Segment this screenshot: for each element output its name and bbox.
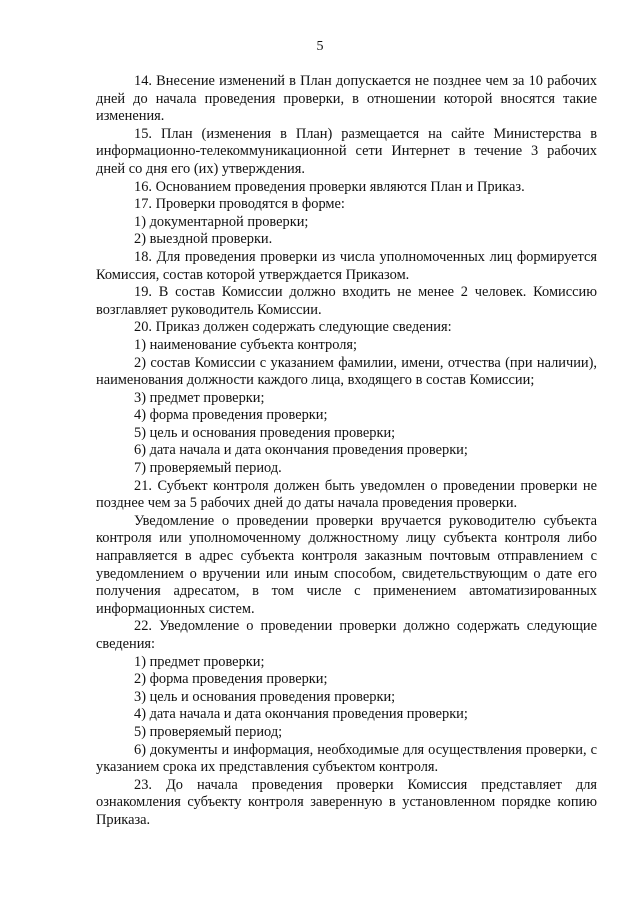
list-item: 6) документы и информация, необходимые для осуществления проверки, с указанием срока их представления субъектом контроля. [96,741,597,776]
paragraph-14: 14. Внесение изменений в План допускается не позднее чем за 10 рабочих дней до начала проведения проверки, в отношении которой вносятся такие изменения. [96,73,597,125]
list-item: 1) наименование субъекта контроля; [134,336,358,353]
list-item: 3) предмет проверки; [134,389,265,406]
paragraph-notification: Уведомление о проведении проверки вручается руководителю субъекта контроля или уполномоченному должностному лицу субъекта контроля либо направляется в адрес субъекта контроля заказным почтовым отправлением с уведомлением о вручении или иным способом, свидетельствующим о дате его получения адресатом, в том числе с применением автоматизированных информационных систем. [96,512,597,617]
paragraph-20: 20. Приказ должен содержать следующие сведения: [134,319,452,336]
paragraph-23: 23. До начала проведения проверки Комиссия представляет для ознакомления субъекту контроля заверенную в установленном порядке копию Приказа. [96,776,597,828]
paragraph-17: 17. Проверки проводятся в форме: [134,196,345,213]
paragraph-15: 15. План (изменения в План) размещается на сайте Министерства в информационно-телекоммуникационной сети Интернет в течение 3 рабочих дней со дня его (их) утверждения. [96,125,597,177]
list-item: 6) дата начала и дата окончания проведения проверки; [134,442,468,459]
list-item: 1) предмет проверки; [134,653,265,670]
list-item: 4) форма проведения проверки; [134,407,328,424]
list-item: 2) состав Комиссии с указанием фамилии, имени, отчества (при наличии), наименования должности каждого лица, входящего в состав Комиссии; [96,354,597,389]
list-item: 5) цель и основания проведения проверки; [134,424,396,441]
paragraph-19: 19. В состав Комиссии должно входить не менее 2 человек. Комиссию возглавляет руководитель Комиссии. [96,284,597,318]
list-item: 7) проверяемый период. [134,460,282,477]
list-item: 3) цель и основания проведения проверки; [134,688,396,705]
paragraph-18: 18. Для проведения проверки из числа уполномоченных лиц формируется Комиссия, состав которой утверждается Приказом. [96,248,597,283]
list-item: 2) выездной проверки. [134,231,273,248]
document-body [96,73,597,830]
list-item: 4) дата начала и дата окончания проведения проверки; [134,706,468,723]
list-item: 1) документарной проверки; [134,213,309,230]
list-item: 2) форма проведения проверки; [134,671,328,688]
paragraph-21: 21. Субъект контроля должен быть уведомлен о проведении проверки не позднее чем за 5 рабочих дней до даты начала проведения проверки. [96,477,597,512]
paragraph-22: 22. Уведомление о проведении проверки должно содержать следующие сведения: [96,618,597,652]
page-number: 5 [316,39,324,54]
list-item: 5) проверяемый период; [134,723,283,740]
paragraph-16: 16. Основанием проведения проверки являются План и Приказ. [134,178,525,195]
